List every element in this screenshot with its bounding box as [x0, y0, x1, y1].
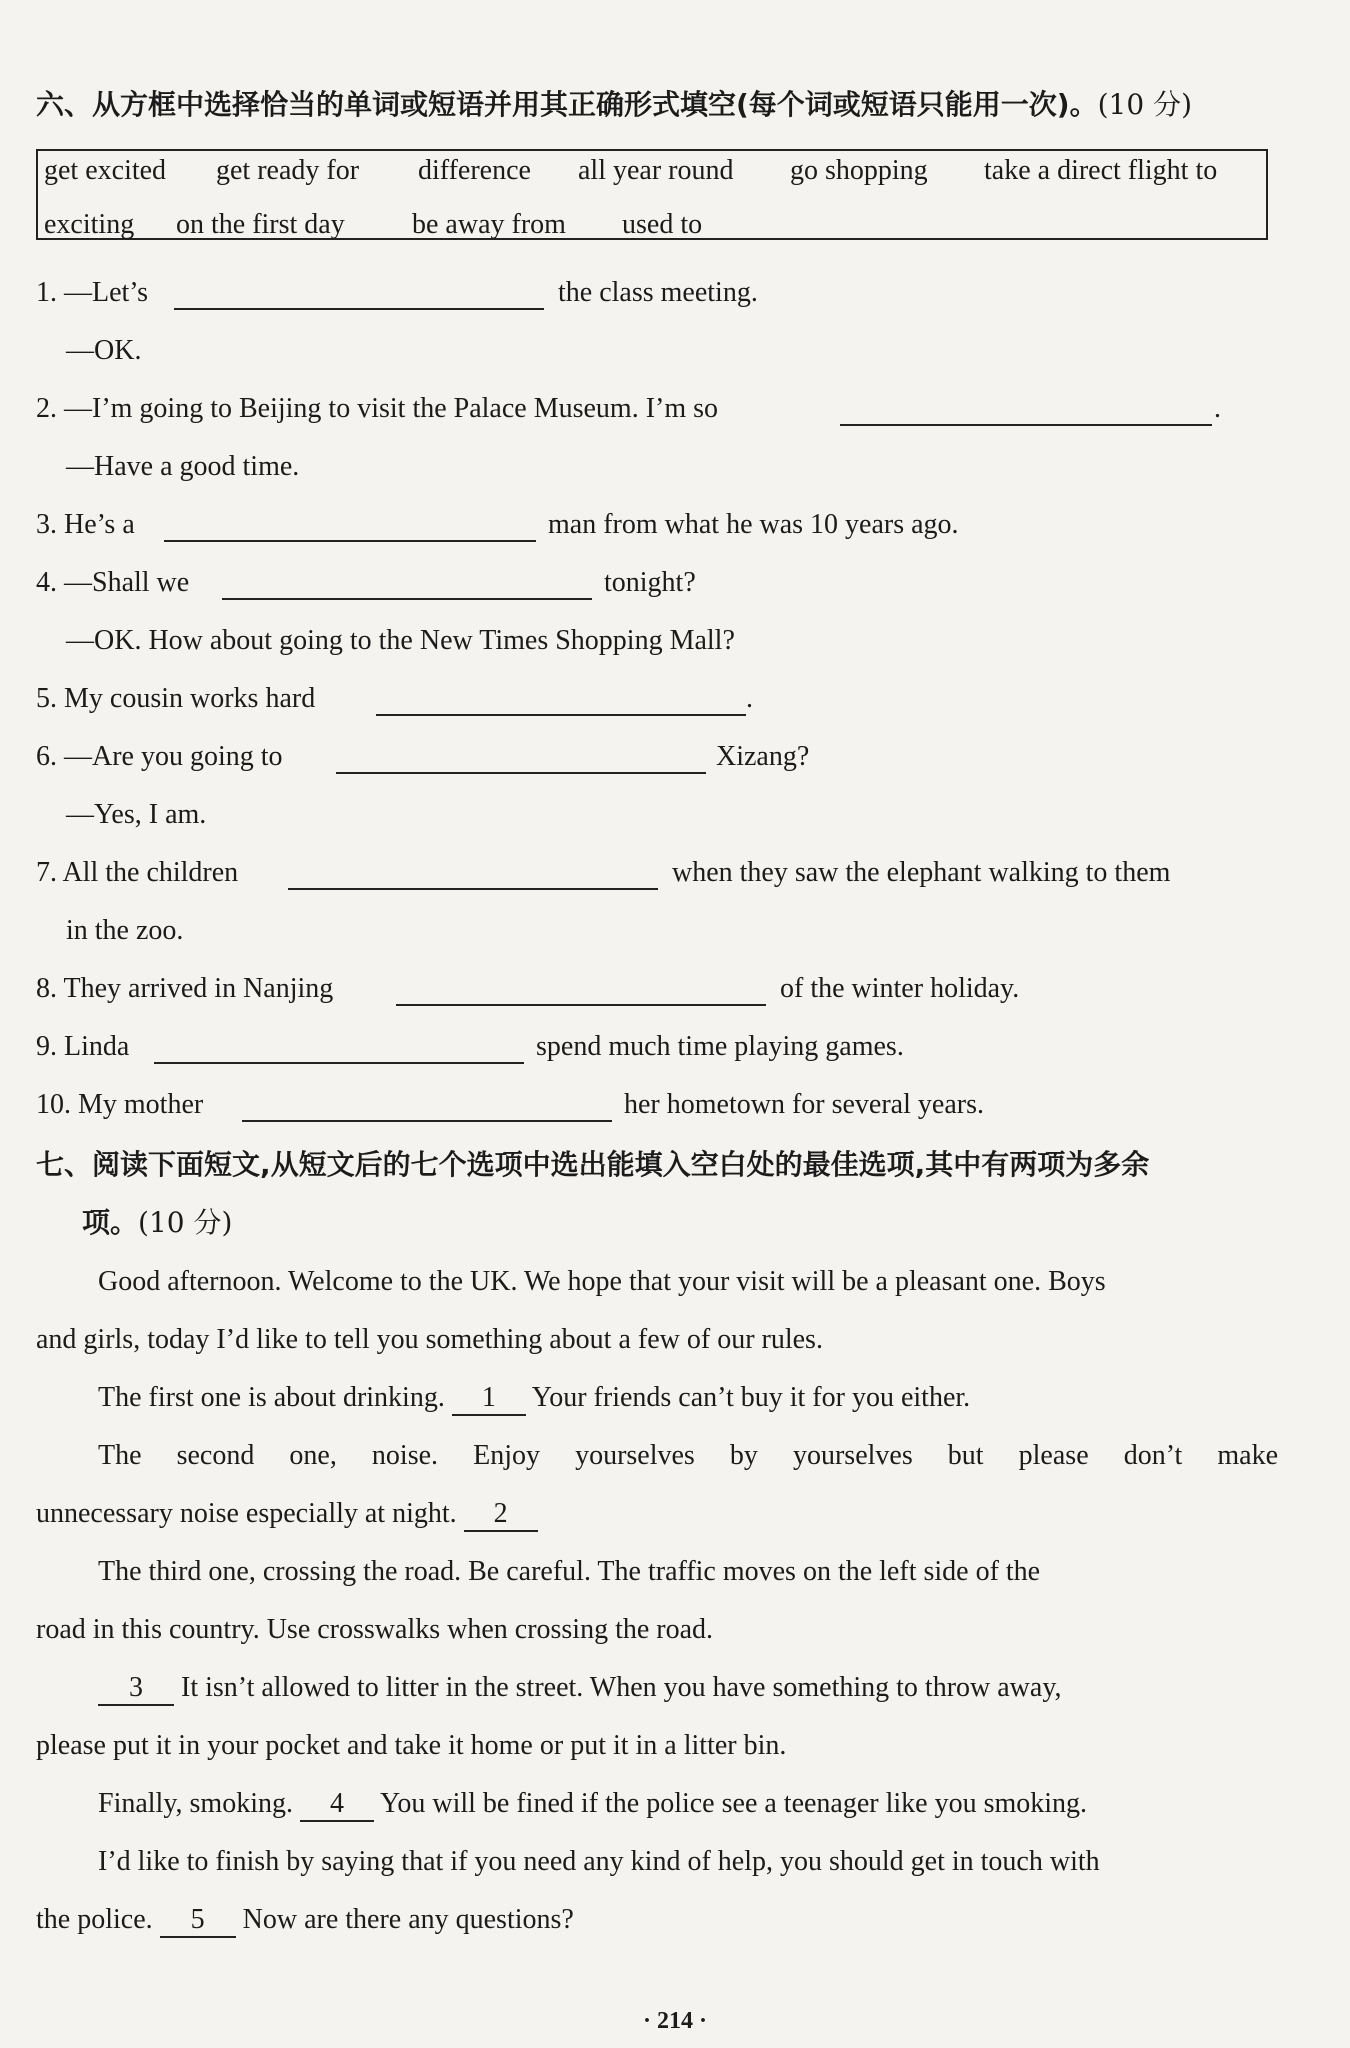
passage-text: You will be fined if the police see a teenager like you smoking.	[379, 1788, 1088, 1819]
question-7-prefix: 7. All the children	[36, 857, 239, 888]
passage-blank-1[interactable]: 1	[452, 1382, 526, 1416]
word-option: get ready for	[216, 155, 360, 186]
passage-blank-2[interactable]: 2	[464, 1498, 538, 1532]
reply-line: —OK.	[66, 335, 142, 366]
word-option: be away from	[412, 209, 566, 240]
answer-blank-8[interactable]	[396, 1004, 766, 1006]
question-7-continuation: in the zoo.	[66, 915, 184, 946]
section7-heading-line1: 七、阅读下面短文,从短文后的七个选项中选出能填入空白处的最佳选项,其中有两项为多余	[36, 1148, 1150, 1181]
question-10-suffix: her hometown for several years.	[624, 1089, 984, 1120]
question-7-suffix: when they saw the elephant walking to them	[672, 857, 1171, 888]
page-number: · 214 ·	[642, 2008, 707, 2034]
question-3-prefix: 3. He’s a	[36, 509, 135, 540]
answer-blank-9[interactable]	[154, 1062, 524, 1064]
question-1-suffix: the class meeting.	[558, 277, 758, 308]
answer-blank-4[interactable]	[222, 598, 592, 600]
answer-blank-1[interactable]	[174, 308, 544, 310]
passage-text: the police.	[36, 1904, 153, 1935]
word-option: on the first day	[176, 209, 345, 240]
question-8-suffix: of the winter holiday.	[780, 973, 1020, 1004]
passage-text: The first one is about drinking.	[98, 1382, 445, 1413]
reply-line: —Yes, I am.	[66, 799, 207, 830]
passage-line	[98, 1668, 1062, 1708]
reply-line: —Have a good time.	[66, 451, 300, 482]
passage-line: road in this country. Use crosswalks when crossing the road.	[36, 1614, 714, 1645]
question-6-prefix: 6. —Are you going to	[36, 741, 283, 772]
passage-blank-4[interactable]: 4	[300, 1788, 374, 1822]
passage-line: please put it in your pocket and take it home or put it in a litter bin.	[36, 1730, 787, 1761]
answer-blank-5[interactable]	[376, 714, 746, 716]
passage-line	[98, 1378, 970, 1418]
section6-score: (10 分)	[1097, 88, 1192, 121]
question-2-prefix: 2. —I’m going to Beijing to visit the Palace Museum. I’m so	[36, 393, 719, 424]
question-9-suffix: spend much time playing games.	[536, 1031, 904, 1062]
section7-heading-line2	[82, 1194, 1350, 1252]
question-6-suffix: Xizang?	[716, 741, 810, 772]
answer-blank-3[interactable]	[164, 540, 536, 542]
question-5-suffix: .	[746, 683, 753, 714]
word-box	[36, 149, 1268, 240]
question-1-prefix: 1. —Let’s	[36, 277, 148, 308]
word-option: exciting	[44, 209, 135, 240]
passage-text: Your friends can’t buy it for you either.	[531, 1382, 971, 1413]
section7-score: (10 分)	[138, 1206, 233, 1239]
passage-text: Finally, smoking.	[98, 1788, 293, 1819]
question-9-prefix: 9. Linda	[36, 1031, 130, 1062]
word-option: difference	[418, 155, 531, 186]
question-5-prefix: 5. My cousin works hard	[36, 683, 316, 714]
passage-text: unnecessary noise especially at night.	[36, 1498, 457, 1529]
word-option: all year round	[578, 155, 734, 186]
passage-blank-3[interactable]: 3	[98, 1672, 174, 1706]
answer-blank-7[interactable]	[288, 888, 658, 890]
question-8-prefix: 8. They arrived in Nanjing	[36, 973, 334, 1004]
section6-heading-text: 六、从方框中选择恰当的单词或短语并用其正确形式填空(每个词或短语只能用一次)。	[36, 88, 1098, 121]
passage-line	[36, 1900, 574, 1940]
passage-line: I’d like to finish by saying that if you need any kind of help, you should get in touch with	[98, 1846, 1100, 1877]
passage-line: and girls, today I’d like to tell you something about a few of our rules.	[36, 1324, 823, 1355]
question-4-prefix: 4. —Shall we	[36, 567, 190, 598]
question-10-prefix: 10. My mother	[36, 1089, 204, 1120]
passage-line: The third one, crossing the road. Be careful. The traffic moves on the left side of the	[98, 1556, 1041, 1587]
section6-heading	[36, 76, 1316, 134]
word-option: go shopping	[790, 155, 928, 186]
answer-blank-2[interactable]	[840, 424, 1212, 426]
answer-blank-10[interactable]	[242, 1120, 612, 1122]
reply-line: —OK. How about going to the New Times Shopping Mall?	[66, 625, 735, 656]
passage-text: Now are there any questions?	[242, 1904, 574, 1935]
passage-blank-5[interactable]: 5	[160, 1904, 236, 1938]
question-4-suffix: tonight?	[604, 567, 696, 598]
passage-text: It isn’t allowed to litter in the street. When you have something to throw away,	[181, 1672, 1062, 1703]
passage-line	[36, 1494, 538, 1534]
passage-line	[98, 1784, 1087, 1824]
passage-line: Good afternoon. Welcome to the UK. We hope that your visit will be a pleasant one. Boys	[98, 1266, 1106, 1297]
answer-blank-6[interactable]	[336, 772, 706, 774]
question-2-suffix: .	[1214, 393, 1221, 424]
question-3-suffix: man from what he was 10 years ago.	[548, 509, 959, 540]
section7-heading-text: 项。	[82, 1206, 139, 1239]
word-option: take a direct flight to	[984, 155, 1218, 186]
word-option: get excited	[44, 155, 167, 186]
word-option: used to	[622, 209, 703, 240]
passage-line: The second one, noise. Enjoy yourselves by yourselves but please don’t make	[98, 1440, 1278, 1471]
